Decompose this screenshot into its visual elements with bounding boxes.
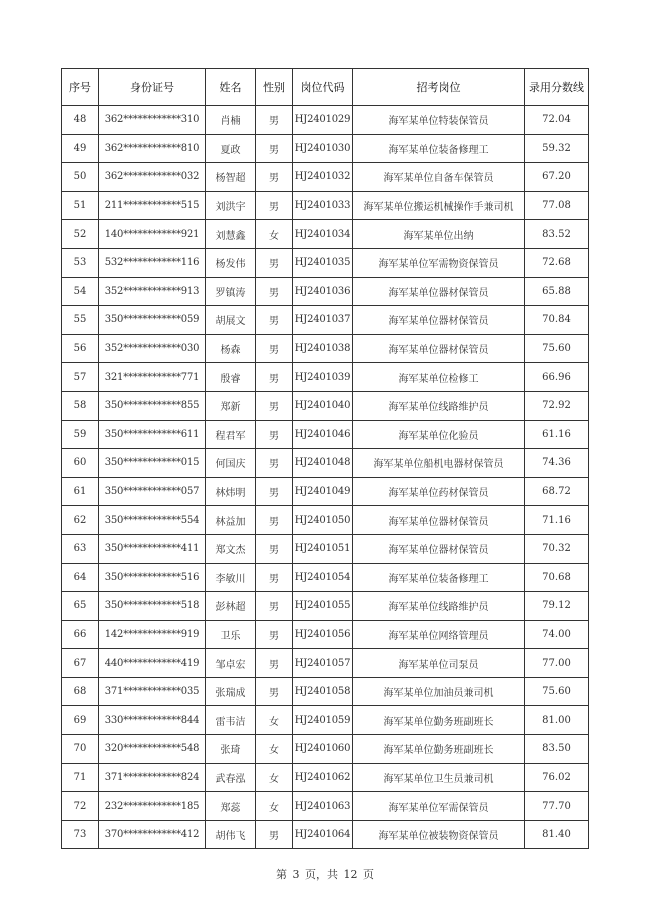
cell-gender: 男 xyxy=(256,106,293,135)
cell-score: 74.00 xyxy=(525,620,589,649)
cell-score: 75.60 xyxy=(525,677,589,706)
cell-id: 140************921 xyxy=(99,220,206,249)
cell-post: 海军某单位勤务班副班长 xyxy=(353,735,525,764)
cell-name: 程君军 xyxy=(206,420,256,449)
cell-name: 刘慧鑫 xyxy=(206,220,256,249)
cell-gender: 男 xyxy=(256,420,293,449)
cell-name: 杨智超 xyxy=(206,163,256,192)
table-row xyxy=(62,248,589,277)
cell-code: HJ2401040 xyxy=(293,391,353,420)
cell-gender: 男 xyxy=(256,391,293,420)
cell-id: 350************057 xyxy=(99,477,206,506)
cell-code: HJ2401039 xyxy=(293,363,353,392)
header-post: 招考岗位 xyxy=(353,69,525,106)
table-row xyxy=(62,363,589,392)
cell-no: 63 xyxy=(62,534,99,563)
cell-gender: 男 xyxy=(256,134,293,163)
cell-no: 65 xyxy=(62,592,99,621)
cell-score: 76.02 xyxy=(525,763,589,792)
cell-no: 57 xyxy=(62,363,99,392)
cell-score: 70.68 xyxy=(525,563,589,592)
cell-name: 肖楠 xyxy=(206,106,256,135)
cell-score: 66.96 xyxy=(525,363,589,392)
cell-code: HJ2401064 xyxy=(293,820,353,849)
cell-score: 72.04 xyxy=(525,106,589,135)
page-footer: 第 3 页，共 12 页 xyxy=(276,868,374,881)
table-row xyxy=(62,306,589,335)
cell-name: 李敏川 xyxy=(206,563,256,592)
cell-code: HJ2401055 xyxy=(293,592,353,621)
cell-id: 362************032 xyxy=(99,163,206,192)
cell-id: 440************419 xyxy=(99,649,206,678)
cell-name: 胡伟飞 xyxy=(206,820,256,849)
cell-post: 海军某单位出纳 xyxy=(353,220,525,249)
cell-post: 海军某单位器材保管员 xyxy=(353,306,525,335)
table-body xyxy=(62,106,589,849)
cell-no: 49 xyxy=(62,134,99,163)
cell-id: 532************116 xyxy=(99,248,206,277)
cell-post: 海军某单位被装物资保管员 xyxy=(353,820,525,849)
cell-gender: 男 xyxy=(256,163,293,192)
cell-id: 352************030 xyxy=(99,334,206,363)
cell-post: 海军某单位军需保管员 xyxy=(353,792,525,821)
cell-name: 刘洪宇 xyxy=(206,191,256,220)
cell-post: 海军某单位勤务班副班长 xyxy=(353,706,525,735)
cell-gender: 男 xyxy=(256,506,293,535)
cell-no: 64 xyxy=(62,563,99,592)
cell-no: 53 xyxy=(62,248,99,277)
cell-code: HJ2401060 xyxy=(293,735,353,764)
cell-gender: 男 xyxy=(256,191,293,220)
cell-no: 50 xyxy=(62,163,99,192)
cell-code: HJ2401050 xyxy=(293,506,353,535)
cell-no: 56 xyxy=(62,334,99,363)
cell-no: 70 xyxy=(62,735,99,764)
cell-score: 68.72 xyxy=(525,477,589,506)
cell-gender: 男 xyxy=(256,277,293,306)
cell-id: 232************185 xyxy=(99,792,206,821)
cell-no: 54 xyxy=(62,277,99,306)
cell-code: HJ2401038 xyxy=(293,334,353,363)
table-row xyxy=(62,391,589,420)
cell-no: 51 xyxy=(62,191,99,220)
cell-id: 350************554 xyxy=(99,506,206,535)
cell-code: HJ2401046 xyxy=(293,420,353,449)
cell-name: 彭林超 xyxy=(206,592,256,621)
cell-score: 77.08 xyxy=(525,191,589,220)
cell-gender: 男 xyxy=(256,363,293,392)
cell-name: 卫乐 xyxy=(206,620,256,649)
cell-post: 海军某单位网络管理员 xyxy=(353,620,525,649)
cell-code: HJ2401063 xyxy=(293,792,353,821)
cell-no: 66 xyxy=(62,620,99,649)
cell-post: 海军某单位船机电器材保管员 xyxy=(353,449,525,478)
cell-score: 72.68 xyxy=(525,248,589,277)
table-row xyxy=(62,563,589,592)
cell-score: 77.70 xyxy=(525,792,589,821)
cell-gender: 男 xyxy=(256,334,293,363)
cell-post: 海军某单位器材保管员 xyxy=(353,506,525,535)
cell-score: 72.92 xyxy=(525,391,589,420)
table-row xyxy=(62,792,589,821)
table-row xyxy=(62,620,589,649)
cell-name: 郑文杰 xyxy=(206,534,256,563)
cell-no: 55 xyxy=(62,306,99,335)
cell-no: 58 xyxy=(62,391,99,420)
cell-name: 张瑞成 xyxy=(206,677,256,706)
cell-id: 370************412 xyxy=(99,820,206,849)
cell-name: 邹卓宏 xyxy=(206,649,256,678)
cell-code: HJ2401049 xyxy=(293,477,353,506)
cell-score: 70.32 xyxy=(525,534,589,563)
cell-code: HJ2401059 xyxy=(293,706,353,735)
cell-post: 海军某单位搬运机械操作手兼司机 xyxy=(353,191,525,220)
cell-score: 83.52 xyxy=(525,220,589,249)
cell-post: 海军某单位军需物资保管员 xyxy=(353,248,525,277)
table-row xyxy=(62,106,589,135)
table-row xyxy=(62,649,589,678)
table-row xyxy=(62,191,589,220)
cell-post: 海军某单位药材保管员 xyxy=(353,477,525,506)
cell-name: 何国庆 xyxy=(206,449,256,478)
cell-gender: 女 xyxy=(256,763,293,792)
cell-id: 211************515 xyxy=(99,191,206,220)
cell-name: 罗镇涛 xyxy=(206,277,256,306)
cell-id: 330************844 xyxy=(99,706,206,735)
cell-gender: 男 xyxy=(256,649,293,678)
cell-no: 62 xyxy=(62,506,99,535)
cell-gender: 女 xyxy=(256,706,293,735)
cell-name: 林益加 xyxy=(206,506,256,535)
cell-id: 371************035 xyxy=(99,677,206,706)
cell-name: 杨森 xyxy=(206,334,256,363)
cell-gender: 男 xyxy=(256,592,293,621)
table-row xyxy=(62,506,589,535)
table-row xyxy=(62,420,589,449)
cell-name: 胡展文 xyxy=(206,306,256,335)
cell-no: 59 xyxy=(62,420,99,449)
cell-post: 海军某单位器材保管员 xyxy=(353,534,525,563)
cell-id: 350************855 xyxy=(99,391,206,420)
cell-score: 67.20 xyxy=(525,163,589,192)
cell-id: 362************810 xyxy=(99,134,206,163)
cell-code: HJ2401058 xyxy=(293,677,353,706)
cell-score: 61.16 xyxy=(525,420,589,449)
cell-score: 79.12 xyxy=(525,592,589,621)
cell-id: 350************015 xyxy=(99,449,206,478)
header-score: 录用分数线 xyxy=(525,69,589,106)
cell-post: 海军某单位装备修理工 xyxy=(353,134,525,163)
cell-score: 81.40 xyxy=(525,820,589,849)
table-row xyxy=(62,134,589,163)
cell-post: 海军某单位自备车保管员 xyxy=(353,163,525,192)
header-row xyxy=(62,69,589,106)
cell-id: 371************824 xyxy=(99,763,206,792)
cell-name: 郑蕊 xyxy=(206,792,256,821)
cell-post: 海军某单位线路维护员 xyxy=(353,592,525,621)
cell-no: 60 xyxy=(62,449,99,478)
table-row xyxy=(62,763,589,792)
table-row xyxy=(62,534,589,563)
cell-id: 352************913 xyxy=(99,277,206,306)
cell-score: 71.16 xyxy=(525,506,589,535)
cell-code: HJ2401037 xyxy=(293,306,353,335)
cell-id: 350************411 xyxy=(99,534,206,563)
cell-name: 殷睿 xyxy=(206,363,256,392)
cell-name: 张琦 xyxy=(206,735,256,764)
cell-name: 夏政 xyxy=(206,134,256,163)
cell-code: HJ2401057 xyxy=(293,649,353,678)
table-row xyxy=(62,449,589,478)
cell-no: 71 xyxy=(62,763,99,792)
cell-code: HJ2401029 xyxy=(293,106,353,135)
cell-gender: 男 xyxy=(256,820,293,849)
cell-id: 350************059 xyxy=(99,306,206,335)
cell-name: 郑新 xyxy=(206,391,256,420)
cell-post: 海军某单位器材保管员 xyxy=(353,277,525,306)
table-row xyxy=(62,277,589,306)
cell-score: 81.00 xyxy=(525,706,589,735)
table-row xyxy=(62,706,589,735)
cell-code: HJ2401030 xyxy=(293,134,353,163)
cell-gender: 男 xyxy=(256,248,293,277)
cell-no: 67 xyxy=(62,649,99,678)
cell-score: 70.84 xyxy=(525,306,589,335)
header-id: 身份证号 xyxy=(99,69,206,106)
cell-name: 林炜明 xyxy=(206,477,256,506)
cell-gender: 女 xyxy=(256,735,293,764)
cell-code: HJ2401048 xyxy=(293,449,353,478)
cell-score: 77.00 xyxy=(525,649,589,678)
cell-post: 海军某单位线路维护员 xyxy=(353,391,525,420)
header-no: 序号 xyxy=(62,69,99,106)
cell-code: HJ2401034 xyxy=(293,220,353,249)
table-row xyxy=(62,477,589,506)
results-table xyxy=(61,68,589,849)
cell-no: 73 xyxy=(62,820,99,849)
cell-no: 48 xyxy=(62,106,99,135)
cell-id: 321************771 xyxy=(99,363,206,392)
header-gender: 性别 xyxy=(256,69,293,106)
cell-no: 61 xyxy=(62,477,99,506)
cell-id: 350************516 xyxy=(99,563,206,592)
cell-no: 72 xyxy=(62,792,99,821)
table-row xyxy=(62,163,589,192)
cell-gender: 女 xyxy=(256,220,293,249)
cell-code: HJ2401036 xyxy=(293,277,353,306)
cell-code: HJ2401062 xyxy=(293,763,353,792)
cell-no: 68 xyxy=(62,677,99,706)
cell-code: HJ2401054 xyxy=(293,563,353,592)
table-row xyxy=(62,592,589,621)
cell-post: 海军某单位化验员 xyxy=(353,420,525,449)
cell-post: 海军某单位加油员兼司机 xyxy=(353,677,525,706)
cell-gender: 男 xyxy=(256,534,293,563)
cell-no: 69 xyxy=(62,706,99,735)
cell-post: 海军某单位卫生员兼司机 xyxy=(353,763,525,792)
cell-code: HJ2401032 xyxy=(293,163,353,192)
cell-id: 350************518 xyxy=(99,592,206,621)
cell-name: 杨发伟 xyxy=(206,248,256,277)
cell-post: 海军某单位司泵员 xyxy=(353,649,525,678)
cell-gender: 女 xyxy=(256,792,293,821)
cell-gender: 男 xyxy=(256,449,293,478)
cell-id: 320************548 xyxy=(99,735,206,764)
cell-id: 350************611 xyxy=(99,420,206,449)
header-code: 岗位代码 xyxy=(293,69,353,106)
cell-score: 65.88 xyxy=(525,277,589,306)
table-row xyxy=(62,220,589,249)
cell-no: 52 xyxy=(62,220,99,249)
table-row xyxy=(62,334,589,363)
table-row xyxy=(62,735,589,764)
cell-score: 83.50 xyxy=(525,735,589,764)
cell-gender: 男 xyxy=(256,677,293,706)
cell-post: 海军某单位器材保管员 xyxy=(353,334,525,363)
table-row xyxy=(62,820,589,849)
cell-name: 武春泓 xyxy=(206,763,256,792)
header-name: 姓名 xyxy=(206,69,256,106)
cell-gender: 男 xyxy=(256,477,293,506)
cell-name: 雷韦洁 xyxy=(206,706,256,735)
cell-post: 海军某单位装备修理工 xyxy=(353,563,525,592)
cell-post: 海军某单位特装保管员 xyxy=(353,106,525,135)
cell-score: 59.32 xyxy=(525,134,589,163)
cell-id: 142************919 xyxy=(99,620,206,649)
cell-score: 75.60 xyxy=(525,334,589,363)
cell-gender: 男 xyxy=(256,563,293,592)
cell-code: HJ2401056 xyxy=(293,620,353,649)
cell-score: 74.36 xyxy=(525,449,589,478)
cell-id: 362************310 xyxy=(99,106,206,135)
cell-post: 海军某单位检修工 xyxy=(353,363,525,392)
cell-code: HJ2401035 xyxy=(293,248,353,277)
cell-code: HJ2401051 xyxy=(293,534,353,563)
cell-gender: 男 xyxy=(256,306,293,335)
cell-gender: 男 xyxy=(256,620,293,649)
table-row xyxy=(62,677,589,706)
cell-code: HJ2401033 xyxy=(293,191,353,220)
